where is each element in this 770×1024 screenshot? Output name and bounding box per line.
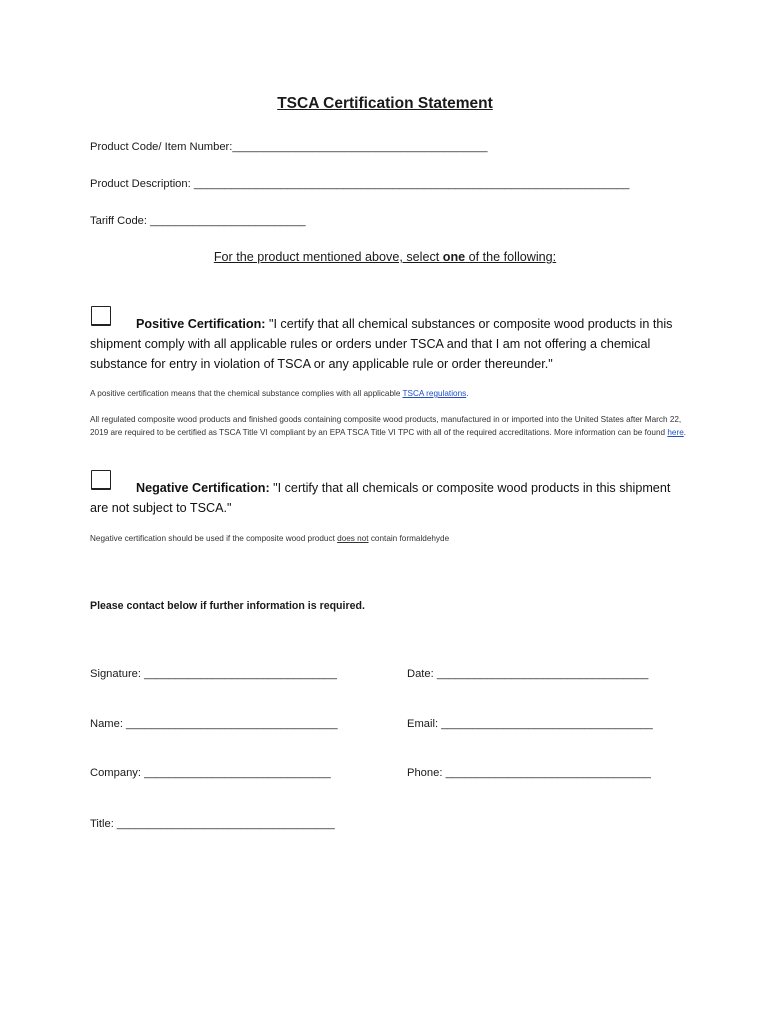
tariff-code-field[interactable]: Tariff Code: _________________________ [90,215,306,227]
positive-certification-note: A positive certification means that the chemical substance complies with all applicable TSCA regulations. [90,389,469,398]
does-not-emphasis: does not [337,534,369,543]
positive-certification-label: Positive Certification: [136,317,266,331]
title-field[interactable]: Title: ___________________________________ [90,818,335,830]
selection-instruction [0,250,770,264]
date-field[interactable]: Date: __________________________________ [407,668,649,680]
more-information-link[interactable]: here [667,427,684,437]
product-code-field[interactable]: Product Code/ Item Number:_________________________________________ [90,141,488,153]
contact-heading: Please contact below if further information is required. [90,600,365,612]
phone-field[interactable]: Phone: _________________________________ [407,767,651,779]
negative-certification-text: "I certify that all chemicals or composite wood products in this shipment are not subject to TSCA." [90,481,671,515]
negative-certification-label: Negative Certification: [136,481,270,495]
negative-certification-note: Negative certification should be used if the composite wood product does not contain formaldehyde [90,534,450,543]
name-field[interactable]: Name: __________________________________ [90,718,338,730]
instruction-text-after: of the following: [465,250,557,264]
tsca-regulations-link[interactable]: TSCA regulations [402,389,467,398]
instruction-text-before: For the product mentioned above, select [213,250,443,264]
positive-certification-statement [90,314,690,374]
positive-certification-text: "I certify that all chemical substances or composite wood products in this shipment comply with all applicable rules or orders under TSCA and that I am not offering a chemical substance for entry in violation of TSCA or any applicable rule or order thereunder." [90,317,673,371]
instruction-emphasis: one [442,250,466,264]
product-description-field[interactable]: Product Description: ______________________________________________________________________ [90,178,630,190]
company-field[interactable]: Company: ______________________________ [90,767,331,779]
document-title: TSCA Certification Statement [277,95,493,112]
email-field[interactable]: Email: __________________________________ [407,718,653,730]
signature-field[interactable]: Signature: _______________________________ [90,668,337,680]
composite-wood-note: All regulated composite wood products and finished goods containing composite wood products, manufactured in or imported into the United States after March 22, 2019 are required to be certified as TSCA Title VI compliant by an EPA TSCA Title VI TPC with all of the required accreditations. More information can be found here. [90,415,687,437]
negative-certification-statement [90,478,690,518]
